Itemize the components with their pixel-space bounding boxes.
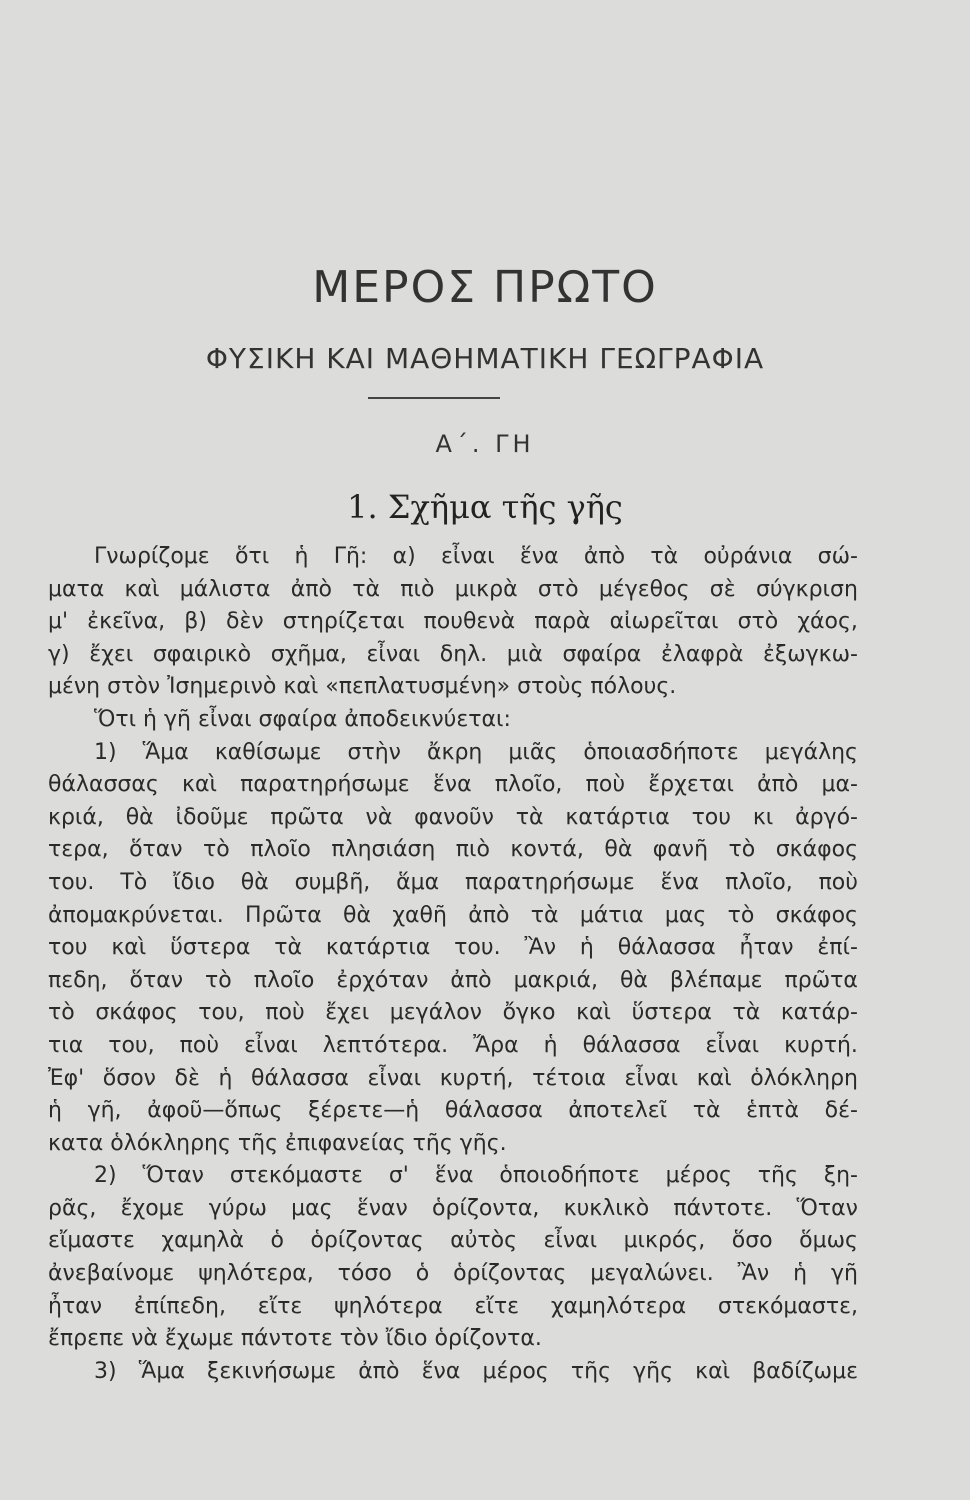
text-line xyxy=(48,834,858,867)
word: χάος, xyxy=(797,609,858,635)
word: κριά, xyxy=(48,804,104,830)
part-title: ΜΕΡΟΣ ΠΡΩΤΟ xyxy=(312,262,658,313)
word: Ὅταν xyxy=(142,1163,204,1189)
word: γ) xyxy=(48,641,70,667)
word: τῆς xyxy=(237,1130,285,1156)
word: ὅσο xyxy=(731,1228,773,1254)
word: στὴν xyxy=(347,739,401,765)
word: παρατηρήσωμε xyxy=(465,869,635,895)
word: τὰ xyxy=(515,804,544,830)
body-text xyxy=(48,541,858,1388)
word: ἦταν xyxy=(48,1293,102,1319)
word: Ὅταν xyxy=(796,1195,858,1221)
word: σὲ xyxy=(709,576,736,602)
text-line xyxy=(48,737,858,770)
word: γῆ xyxy=(830,1261,858,1287)
word: μας xyxy=(291,1195,333,1221)
word: καὶ xyxy=(696,1065,732,1091)
word: τὰ xyxy=(352,576,380,602)
word: σκάφος xyxy=(775,902,858,928)
word: του, xyxy=(198,1000,245,1026)
word: τῆς xyxy=(570,1358,611,1384)
word: μα- xyxy=(821,772,858,798)
word: ὁλόκληρης xyxy=(110,1130,238,1156)
word: ἑπτὰ xyxy=(746,1098,799,1124)
word: τερα, xyxy=(48,837,109,863)
word: ὄγκο xyxy=(502,1000,556,1026)
word: καὶ xyxy=(576,1000,611,1026)
word: μεγαλώνει. xyxy=(590,1261,714,1287)
word: ὅταν xyxy=(129,967,184,993)
word: Ἐφ' xyxy=(48,1065,85,1091)
word: ἅμα xyxy=(396,869,440,895)
word: ἀργό- xyxy=(795,804,858,830)
word: δέ- xyxy=(824,1098,858,1124)
word: σώ- xyxy=(817,544,858,569)
text-line xyxy=(48,704,858,737)
word: μιᾶς xyxy=(508,739,558,765)
word: ἀπὸ xyxy=(290,576,332,602)
word: ποὺ xyxy=(265,1000,305,1026)
word: Ἅμα xyxy=(138,1358,185,1384)
word: οὐράνια xyxy=(703,544,793,569)
word: τὸ xyxy=(727,902,755,928)
word: «πεπλατυσμένη» xyxy=(325,674,518,700)
word: Ἂν xyxy=(737,1261,770,1287)
word: ψηλότερα, xyxy=(198,1261,314,1287)
word: ἐπίπεδη, xyxy=(133,1293,226,1319)
word: γῆς. xyxy=(459,1130,507,1156)
word: ὁποιοδήποτε xyxy=(499,1163,640,1189)
word: 2) xyxy=(94,1163,117,1189)
word: ἔρχεται xyxy=(648,772,734,798)
word: ἄκρη xyxy=(426,739,483,765)
word: ἀπὸ xyxy=(468,902,510,928)
word: ὁ xyxy=(415,1261,430,1287)
word: τὰ xyxy=(732,1000,761,1026)
word: δηλ. xyxy=(439,641,488,667)
word: Ἄρα xyxy=(473,1032,519,1058)
word: καὶ xyxy=(182,772,217,798)
word: στεκόμαστε, xyxy=(717,1293,858,1319)
word: θάλασσας xyxy=(48,772,159,798)
text-line xyxy=(48,1225,858,1258)
word: χαμηλότερα xyxy=(550,1293,687,1319)
word: Γῆ: xyxy=(333,544,368,569)
word: εἴτε xyxy=(474,1293,519,1319)
word: ἕνα xyxy=(519,544,559,569)
text-line xyxy=(48,639,858,672)
word: β) xyxy=(184,609,207,635)
word: στὸ xyxy=(537,576,579,602)
word: ἡ xyxy=(48,1098,62,1124)
word: πρῶτα xyxy=(784,967,858,993)
word: ρᾶς, xyxy=(48,1195,97,1221)
word: θάλασσα xyxy=(444,1098,543,1124)
word: αἰωρεῖται xyxy=(609,609,719,635)
word: α) xyxy=(392,544,416,569)
word: ἴδιο xyxy=(385,1326,435,1352)
word: εἶναι xyxy=(705,1032,760,1058)
word: αὐτὸς xyxy=(450,1228,518,1254)
word: ὁρίζοντα, xyxy=(432,1195,540,1221)
word: καὶ xyxy=(124,576,160,602)
word: του, xyxy=(108,1032,155,1058)
word: σ' xyxy=(388,1163,409,1189)
word: εἶναι xyxy=(367,1065,422,1091)
word: του. xyxy=(454,935,501,961)
word: μικρός, xyxy=(623,1228,706,1254)
text-line xyxy=(48,900,858,933)
word: σύγκριση xyxy=(755,576,858,602)
word: σκάφος xyxy=(95,1000,178,1026)
word: ἐλαφρὰ xyxy=(660,641,744,667)
word: ἀπὸ xyxy=(757,772,799,798)
word: ὅσον xyxy=(102,1065,156,1091)
word: ποὺ xyxy=(179,1032,220,1058)
word: καὶ xyxy=(695,1358,731,1384)
word: ἐκεῖνα, xyxy=(87,609,166,635)
word: κατα xyxy=(48,1130,111,1156)
word: του. xyxy=(48,869,95,895)
word: Πρῶτα xyxy=(245,902,322,928)
word: του xyxy=(48,935,88,961)
word: μας xyxy=(664,902,707,928)
word: κυκλικὸ xyxy=(563,1195,650,1221)
word: κατάρτια xyxy=(565,804,670,830)
word: ἐπί- xyxy=(817,935,858,961)
word: πλοῖο, xyxy=(725,869,793,895)
word: στὸν xyxy=(107,674,168,700)
word: μακριά, xyxy=(513,967,598,993)
word: ἔχομε xyxy=(120,1195,185,1221)
word: ἔχει xyxy=(325,1000,370,1026)
word: ἕνα xyxy=(432,772,472,798)
word: ξέρετε—ἡ xyxy=(308,1098,420,1124)
word: ὕστερα xyxy=(170,935,251,961)
text-line xyxy=(48,671,858,704)
word: εἶναι xyxy=(441,544,495,569)
word: μ' xyxy=(48,609,69,635)
word: ψηλότερα xyxy=(334,1293,443,1319)
word: ὕστερα xyxy=(631,1000,712,1026)
text-line xyxy=(48,1323,858,1356)
word: μάλιστα xyxy=(179,576,271,602)
word: στὸ xyxy=(737,609,779,635)
word: σχῆμα, xyxy=(270,641,347,667)
chapter-heading: Α΄. ΓΗ xyxy=(435,430,535,458)
word: φανοῦν xyxy=(414,804,494,830)
title-divider xyxy=(368,397,500,399)
text-line xyxy=(48,1063,858,1096)
word: εἶναι xyxy=(366,641,421,667)
word: Γνωρίζομε xyxy=(94,544,210,569)
word: μάτια xyxy=(579,902,644,928)
word: Ὅτι xyxy=(94,706,144,732)
word: ἡ xyxy=(218,1065,233,1091)
word: ματα xyxy=(48,576,105,602)
word: σφαιρικὸ xyxy=(152,641,252,667)
word: θὰ xyxy=(240,869,269,895)
word: κατάρτια xyxy=(325,935,431,961)
text-line xyxy=(48,1030,858,1063)
word: πιὸ xyxy=(400,576,435,602)
word: ὅτι xyxy=(235,544,270,569)
text-line xyxy=(48,541,858,574)
text-line xyxy=(48,997,858,1030)
word: τὸ xyxy=(728,837,756,863)
word: του xyxy=(691,804,731,830)
word: πλοῖο, xyxy=(494,772,563,798)
word: πιὸ xyxy=(455,837,490,863)
text-line xyxy=(48,965,858,998)
word: τὰ xyxy=(650,544,679,569)
word: μιὰ xyxy=(506,641,543,667)
word: ἀπὸ xyxy=(583,544,626,569)
word: ἕνα xyxy=(660,869,700,895)
word: πόλους. xyxy=(590,674,677,700)
word: χαθῆ xyxy=(392,902,447,928)
word: δὲν xyxy=(226,609,264,635)
word: θὰ xyxy=(619,967,648,993)
word: συμβῆ, xyxy=(294,869,371,895)
word: ὁποιασδήποτε xyxy=(583,739,739,765)
word: σφαίρα xyxy=(562,641,642,667)
word: Ἅμα xyxy=(142,739,189,765)
word: ὁρίζοντας xyxy=(310,1228,424,1254)
word: στηρίζεται xyxy=(282,609,405,635)
word: ἡ xyxy=(579,935,594,961)
word: γύρω xyxy=(208,1195,267,1221)
word: πουθενὰ xyxy=(423,609,516,635)
word: θὰ xyxy=(125,804,154,830)
word: ἐρχόταν xyxy=(336,967,429,993)
text-line xyxy=(48,769,858,802)
word: Ἂν xyxy=(524,935,557,961)
word: τῆς xyxy=(412,1130,460,1156)
word: τὸ xyxy=(205,967,232,993)
word: ἡ xyxy=(143,706,164,732)
word: ποὺ xyxy=(585,772,626,798)
word: πάντοτε. xyxy=(673,1195,773,1221)
word: ἐπιφανείας xyxy=(285,1130,413,1156)
word: 1) xyxy=(94,739,117,765)
word: ἔπρεπε xyxy=(48,1326,132,1352)
text-line xyxy=(48,606,858,639)
word: καὶ xyxy=(111,935,147,961)
text-line xyxy=(48,1160,858,1193)
word: κοντά, xyxy=(510,837,584,863)
text-line xyxy=(48,574,858,607)
word: γῆ, xyxy=(87,1098,122,1124)
word: κατάρ- xyxy=(780,1000,858,1026)
word: μέρος xyxy=(665,1163,732,1189)
word: τὸ xyxy=(203,837,230,863)
word: στεκόμαστε xyxy=(229,1163,363,1189)
word: πεδη, xyxy=(48,967,108,993)
word: ὁρίζοντα. xyxy=(434,1326,542,1352)
word: ξη- xyxy=(823,1163,858,1189)
text-line xyxy=(48,1258,858,1291)
text-line xyxy=(48,1291,858,1324)
word: τὰ xyxy=(530,902,559,928)
word: τὰ xyxy=(274,935,303,961)
section-heading: 1. Σχῆμα τῆς γῆς xyxy=(347,488,623,526)
word: μικρὰ xyxy=(454,576,518,602)
word: τέτοια xyxy=(532,1065,606,1091)
word: ἡ xyxy=(793,1261,808,1287)
word: τὸν xyxy=(339,1326,386,1352)
word: βαδίζωμε xyxy=(752,1358,858,1384)
word: 3) xyxy=(94,1358,117,1384)
word: ἔχει xyxy=(89,641,134,667)
word: ἦταν xyxy=(739,935,794,961)
text-line xyxy=(48,1128,858,1161)
word: μέγεθος xyxy=(598,576,690,602)
word: ἀνεβαίνομε xyxy=(48,1261,175,1287)
word: πλοῖο xyxy=(250,837,311,863)
word: ξεκινήσωμε xyxy=(207,1358,337,1384)
word: εἴτε xyxy=(257,1293,303,1319)
word: θάλασσα xyxy=(582,1032,681,1058)
word: ὁρίζοντας xyxy=(453,1261,567,1287)
word: λεπτότερα. xyxy=(322,1032,449,1058)
word: γῆ xyxy=(163,706,198,732)
word: ὁλόκληρη xyxy=(750,1065,858,1091)
word: πάντοτε xyxy=(240,1326,340,1352)
text-line xyxy=(48,932,858,965)
word: κυρτή, xyxy=(439,1065,514,1091)
text-line xyxy=(48,1356,858,1389)
word: ἕνα xyxy=(421,1358,461,1384)
word: σφαίρα xyxy=(258,706,345,732)
word: παρατηρήσωμε xyxy=(240,772,410,798)
word: δὲ xyxy=(174,1065,200,1091)
word: χαμηλὰ xyxy=(161,1228,245,1254)
word: μένη xyxy=(48,674,108,700)
word: ἐξωγκω- xyxy=(763,641,858,667)
word: εἶναι xyxy=(624,1065,679,1091)
word: τια xyxy=(48,1032,84,1058)
text-line xyxy=(48,1095,858,1128)
word: κυρτή. xyxy=(784,1032,858,1058)
word: Ἰσημερινὸ xyxy=(167,674,284,700)
word: φανῆ xyxy=(652,837,709,863)
word: ἀπὸ xyxy=(358,1358,400,1384)
word: ἀποτελεῖ xyxy=(568,1098,668,1124)
word: καθίσωμε xyxy=(214,739,322,765)
word: μέρος xyxy=(482,1358,549,1384)
word: καὶ xyxy=(283,674,326,700)
word: ἰδοῦμε xyxy=(175,804,249,830)
word: ποὺ xyxy=(818,869,858,895)
word: εἶναι xyxy=(543,1228,598,1254)
word: μεγάλον xyxy=(389,1000,482,1026)
word: θάλασσα xyxy=(617,935,716,961)
word: ἀποδεικνύεται: xyxy=(344,706,511,732)
word: θὰ xyxy=(343,902,372,928)
word: ἕναν xyxy=(356,1195,408,1221)
text-line xyxy=(48,867,858,900)
text-line xyxy=(48,1193,858,1226)
word: πλοῖο xyxy=(253,967,315,993)
word: εἶναι xyxy=(197,706,259,732)
word: πλησιάση xyxy=(331,837,436,863)
word: ὅμως xyxy=(799,1228,858,1254)
text-line xyxy=(48,802,858,835)
word: ὅταν xyxy=(129,837,183,863)
word: θὰ xyxy=(604,837,633,863)
word: ἀπὸ xyxy=(450,967,492,993)
part-subtitle: ΦΥΣΙΚΗ ΚΑΙ ΜΑΘΗΜΑΤΙΚΗ ΓΕΩΓΡΑΦΙΑ xyxy=(205,342,765,375)
word: πρῶτα xyxy=(270,804,344,830)
word: εἶναι xyxy=(244,1032,298,1058)
word: ἡ xyxy=(543,1032,558,1058)
word: τόσο xyxy=(337,1261,392,1287)
word: γῆς xyxy=(633,1358,674,1384)
word: βλέπαμε xyxy=(669,967,763,993)
word: ὁ xyxy=(270,1228,284,1254)
word: παρὰ xyxy=(534,609,591,635)
word: ἀφοῦ—ὅπως xyxy=(147,1098,283,1124)
word: μεγάλης xyxy=(764,739,858,765)
word: ἀπομακρύνεται. xyxy=(48,902,224,928)
word: νὰ xyxy=(131,1326,165,1352)
word: στοὺς xyxy=(517,674,591,700)
word: νὰ xyxy=(365,804,393,830)
word: ἴδιο xyxy=(173,869,215,895)
word: ἕνα xyxy=(434,1163,474,1189)
word: τὰ xyxy=(692,1098,721,1124)
word: εἴμαστε xyxy=(48,1228,135,1254)
word: ἡ xyxy=(294,544,309,569)
word: τὸ xyxy=(48,1000,75,1026)
word: σκάφος xyxy=(775,837,858,863)
word: τῆς xyxy=(757,1163,798,1189)
word: θάλασσα xyxy=(251,1065,349,1091)
word: κι xyxy=(752,804,774,830)
word: Τὸ xyxy=(120,869,148,895)
word: ἔχωμε xyxy=(164,1326,241,1352)
